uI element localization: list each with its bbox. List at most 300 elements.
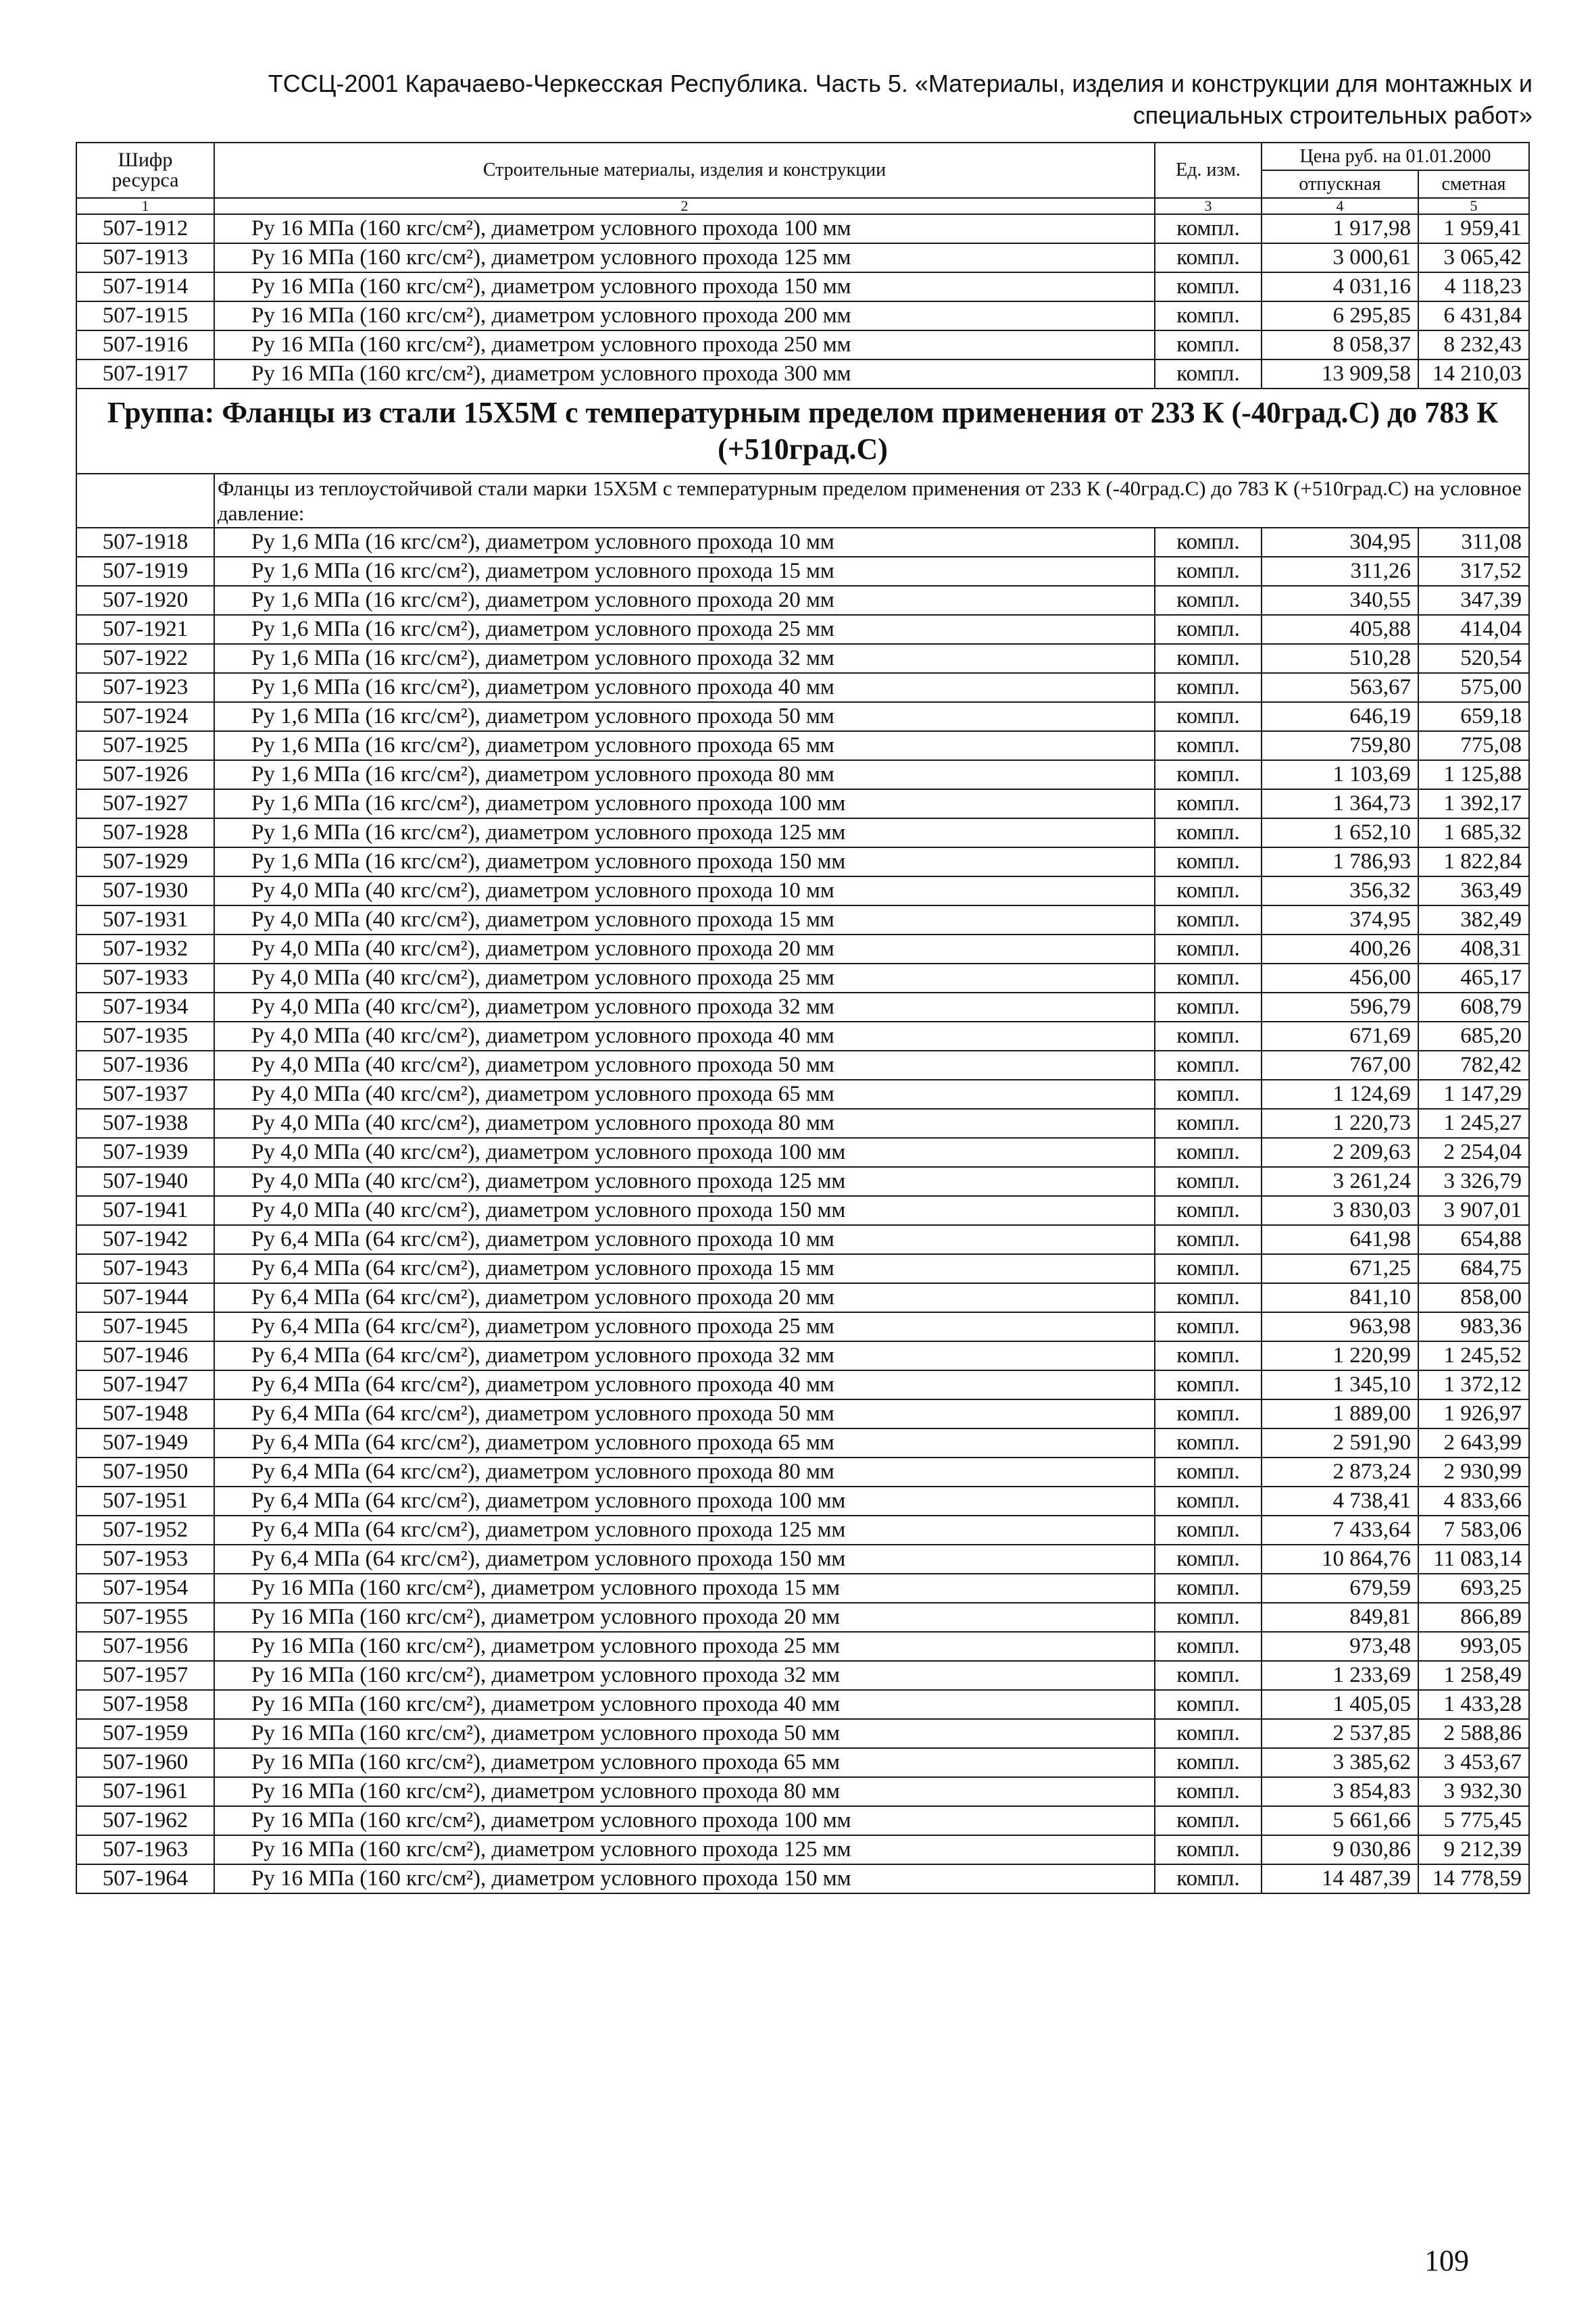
unit-of-measure: компл. <box>1155 1312 1262 1341</box>
col-number-4: 4 <box>1262 198 1418 214</box>
release-price: 973,48 <box>1262 1632 1418 1661</box>
release-price: 596,79 <box>1262 993 1418 1022</box>
estimate-price: 983,36 <box>1418 1312 1529 1341</box>
unit-of-measure: компл. <box>1155 760 1262 789</box>
release-price: 1 917,98 <box>1262 214 1418 243</box>
resource-code: 507-1920 <box>76 586 214 615</box>
unit-of-measure: компл. <box>1155 1632 1262 1661</box>
resource-code: 507-1914 <box>76 272 214 301</box>
material-description: Ру 4,0 МПа (40 кгс/см²), диаметром условного прохода 25 мм <box>214 964 1155 993</box>
material-description: Ру 1,6 МПа (16 кгс/см²), диаметром условного прохода 80 мм <box>214 760 1155 789</box>
group-note-empty-cell <box>76 474 214 528</box>
release-price: 6 295,85 <box>1262 301 1418 330</box>
material-description: Ру 1,6 МПа (16 кгс/см²), диаметром условного прохода 100 мм <box>214 789 1155 818</box>
release-price: 13 909,58 <box>1262 359 1418 389</box>
material-description: Ру 6,4 МПа (64 кгс/см²), диаметром условного прохода 80 мм <box>214 1458 1155 1487</box>
unit-of-measure: компл. <box>1155 847 1262 876</box>
material-description: Ру 6,4 МПа (64 кгс/см²), диаметром условного прохода 100 мм <box>214 1487 1155 1516</box>
resource-code: 507-1955 <box>76 1603 214 1632</box>
release-price: 767,00 <box>1262 1051 1418 1080</box>
release-price: 1 652,10 <box>1262 818 1418 847</box>
estimate-price: 654,88 <box>1418 1225 1529 1254</box>
unit-of-measure: компл. <box>1155 301 1262 330</box>
unit-of-measure: компл. <box>1155 243 1262 272</box>
release-price: 671,25 <box>1262 1254 1418 1283</box>
resource-code: 507-1918 <box>76 528 214 557</box>
release-price: 646,19 <box>1262 702 1418 731</box>
material-description: Ру 16 МПа (160 кгс/см²), диаметром условного прохода 65 мм <box>214 1748 1155 1777</box>
material-description: Ру 16 МПа (160 кгс/см²), диаметром условного прохода 150 мм <box>214 272 1155 301</box>
table-row <box>76 1080 1529 1109</box>
unit-of-measure: компл. <box>1155 1254 1262 1283</box>
resource-code: 507-1923 <box>76 673 214 702</box>
material-description: Ру 16 МПа (160 кгс/см²), диаметром условного прохода 20 мм <box>214 1603 1155 1632</box>
table-row <box>76 876 1529 905</box>
release-price: 9 030,86 <box>1262 1835 1418 1864</box>
table-row <box>76 905 1529 935</box>
table-row <box>76 615 1529 644</box>
unit-of-measure: компл. <box>1155 1690 1262 1719</box>
table-row <box>76 1312 1529 1341</box>
unit-of-measure: компл. <box>1155 1196 1262 1225</box>
release-price: 14 487,39 <box>1262 1864 1418 1893</box>
unit-of-measure: компл. <box>1155 1835 1262 1864</box>
material-description: Ру 6,4 МПа (64 кгс/см²), диаметром условного прохода 50 мм <box>214 1399 1155 1428</box>
table-row <box>76 1864 1529 1893</box>
resource-code: 507-1924 <box>76 702 214 731</box>
table-row <box>76 760 1529 789</box>
table-row <box>76 1138 1529 1167</box>
material-description: Ру 4,0 МПа (40 кгс/см²), диаметром условного прохода 20 мм <box>214 935 1155 964</box>
col-number-3: 3 <box>1155 198 1262 214</box>
col-number-1: 1 <box>76 198 214 214</box>
release-price: 4 738,41 <box>1262 1487 1418 1516</box>
table-body-top <box>76 214 1529 389</box>
estimate-price: 693,25 <box>1418 1574 1529 1603</box>
material-description: Ру 6,4 МПа (64 кгс/см²), диаметром условного прохода 125 мм <box>214 1516 1155 1545</box>
release-price: 4 031,16 <box>1262 272 1418 301</box>
resource-code: 507-1943 <box>76 1254 214 1283</box>
unit-of-measure: компл. <box>1155 359 1262 389</box>
release-price: 679,59 <box>1262 1574 1418 1603</box>
unit-of-measure: компл. <box>1155 1225 1262 1254</box>
estimate-price: 993,05 <box>1418 1632 1529 1661</box>
resource-code: 507-1963 <box>76 1835 214 1864</box>
table-row <box>76 1109 1529 1138</box>
release-price: 400,26 <box>1262 935 1418 964</box>
resource-code: 507-1941 <box>76 1196 214 1225</box>
release-price: 3 261,24 <box>1262 1167 1418 1196</box>
resource-code: 507-1949 <box>76 1428 214 1458</box>
release-price: 2 873,24 <box>1262 1458 1418 1487</box>
table-row <box>76 1516 1529 1545</box>
material-description: Ру 16 МПа (160 кгс/см²), диаметром условного прохода 300 мм <box>214 359 1155 389</box>
estimate-price: 1 147,29 <box>1418 1080 1529 1109</box>
unit-of-measure: компл. <box>1155 789 1262 818</box>
release-price: 963,98 <box>1262 1312 1418 1341</box>
resource-code: 507-1956 <box>76 1632 214 1661</box>
unit-of-measure: компл. <box>1155 214 1262 243</box>
table-row <box>76 1487 1529 1516</box>
estimate-price: 866,89 <box>1418 1603 1529 1632</box>
estimate-price: 575,00 <box>1418 673 1529 702</box>
estimate-price: 1 685,32 <box>1418 818 1529 847</box>
resource-code: 507-1960 <box>76 1748 214 1777</box>
resource-code: 507-1964 <box>76 1864 214 1893</box>
material-description: Ру 4,0 МПа (40 кгс/см²), диаметром условного прохода 32 мм <box>214 993 1155 1022</box>
material-description: Ру 4,0 МПа (40 кгс/см²), диаметром условного прохода 100 мм <box>214 1138 1155 1167</box>
material-description: Ру 1,6 МПа (16 кгс/см²), диаметром условного прохода 150 мм <box>214 847 1155 876</box>
unit-of-measure: компл. <box>1155 1458 1262 1487</box>
table-row <box>76 1225 1529 1254</box>
table-row <box>76 1806 1529 1835</box>
col-release-header: отпускная <box>1262 170 1418 198</box>
table-row <box>76 1545 1529 1574</box>
estimate-price: 2 643,99 <box>1418 1428 1529 1458</box>
group-note: Фланцы из теплоустойчивой стали марки 15Х5М с температурным пределом применения от 233 К (-40град.С) до 783 К (+510град.С) на условное давление: <box>214 474 1529 528</box>
table-row <box>76 359 1529 389</box>
estimate-price: 2 588,86 <box>1418 1719 1529 1748</box>
col-price-header: Цена руб. на 01.01.2000 <box>1262 143 1529 170</box>
unit-of-measure: компл. <box>1155 557 1262 586</box>
resource-code: 507-1912 <box>76 214 214 243</box>
resource-code: 507-1915 <box>76 301 214 330</box>
col-number-2: 2 <box>214 198 1155 214</box>
table-row <box>76 702 1529 731</box>
material-description: Ру 6,4 МПа (64 кгс/см²), диаметром условного прохода 15 мм <box>214 1254 1155 1283</box>
release-price: 1 103,69 <box>1262 760 1418 789</box>
unit-of-measure: компл. <box>1155 528 1262 557</box>
estimate-price: 9 212,39 <box>1418 1835 1529 1864</box>
material-description: Ру 1,6 МПа (16 кгс/см²), диаметром условного прохода 20 мм <box>214 586 1155 615</box>
material-description: Ру 4,0 МПа (40 кгс/см²), диаметром условного прохода 65 мм <box>214 1080 1155 1109</box>
header-line-1: ТССЦ-2001 Карачаево-Черкесская Республика. Часть 5. «Материалы, изделия и конструкции для монтажных и <box>268 70 1532 97</box>
release-price: 5 661,66 <box>1262 1806 1418 1835</box>
table-row <box>76 789 1529 818</box>
table-row <box>76 1370 1529 1399</box>
table-row <box>76 673 1529 702</box>
release-price: 356,32 <box>1262 876 1418 905</box>
table-row <box>76 935 1529 964</box>
estimate-price: 520,54 <box>1418 644 1529 673</box>
unit-of-measure: компл. <box>1155 1545 1262 1574</box>
table-row <box>76 330 1529 359</box>
estimate-price: 608,79 <box>1418 993 1529 1022</box>
resource-code: 507-1954 <box>76 1574 214 1603</box>
table-row <box>76 1458 1529 1487</box>
release-price: 1 786,93 <box>1262 847 1418 876</box>
material-description: Ру 16 МПа (160 кгс/см²), диаметром условного прохода 250 мм <box>214 330 1155 359</box>
unit-of-measure: компл. <box>1155 1051 1262 1080</box>
unit-of-measure: компл. <box>1155 1341 1262 1370</box>
material-description: Ру 1,6 МПа (16 кгс/см²), диаметром условного прохода 40 мм <box>214 673 1155 702</box>
col-desc-header: Строительные материалы, изделия и конструкции <box>214 143 1155 198</box>
estimate-price: 1 926,97 <box>1418 1399 1529 1428</box>
resource-code: 507-1950 <box>76 1458 214 1487</box>
release-price: 311,26 <box>1262 557 1418 586</box>
unit-of-measure: компл. <box>1155 586 1262 615</box>
release-price: 1 124,69 <box>1262 1080 1418 1109</box>
release-price: 1 345,10 <box>1262 1370 1418 1399</box>
estimate-price: 5 775,45 <box>1418 1806 1529 1835</box>
unit-of-measure: компл. <box>1155 272 1262 301</box>
group-note-row <box>76 474 1529 528</box>
resource-code: 507-1913 <box>76 243 214 272</box>
resource-code: 507-1945 <box>76 1312 214 1341</box>
estimate-price: 858,00 <box>1418 1283 1529 1312</box>
table-row <box>76 1196 1529 1225</box>
resource-code: 507-1932 <box>76 935 214 964</box>
resource-code: 507-1948 <box>76 1399 214 1428</box>
material-description: Ру 16 МПа (160 кгс/см²), диаметром условного прохода 80 мм <box>214 1777 1155 1806</box>
table-row <box>76 1051 1529 1080</box>
release-price: 3 000,61 <box>1262 243 1418 272</box>
estimate-price: 1 125,88 <box>1418 760 1529 789</box>
material-description: Ру 16 МПа (160 кгс/см²), диаметром условного прохода 125 мм <box>214 1835 1155 1864</box>
unit-of-measure: компл. <box>1155 644 1262 673</box>
resource-code: 507-1937 <box>76 1080 214 1109</box>
group-title: Группа: Фланцы из стали 15Х5М с температурным пределом применения от 233 К (-40град.С) до 783 К (+510град.С) <box>76 389 1529 474</box>
material-description: Ру 4,0 МПа (40 кгс/см²), диаметром условного прохода 10 мм <box>214 876 1155 905</box>
table-row <box>76 1167 1529 1196</box>
estimate-price: 14 778,59 <box>1418 1864 1529 1893</box>
unit-of-measure: компл. <box>1155 702 1262 731</box>
unit-of-measure: компл. <box>1155 330 1262 359</box>
release-price: 1 220,73 <box>1262 1109 1418 1138</box>
unit-of-measure: компл. <box>1155 1080 1262 1109</box>
release-price: 374,95 <box>1262 905 1418 935</box>
unit-of-measure: компл. <box>1155 818 1262 847</box>
release-price: 456,00 <box>1262 964 1418 993</box>
estimate-price: 1 245,27 <box>1418 1109 1529 1138</box>
resource-code: 507-1952 <box>76 1516 214 1545</box>
material-description: Ру 16 МПа (160 кгс/см²), диаметром условного прохода 32 мм <box>214 1661 1155 1690</box>
estimate-price: 3 907,01 <box>1418 1196 1529 1225</box>
resource-code: 507-1926 <box>76 760 214 789</box>
release-price: 2 209,63 <box>1262 1138 1418 1167</box>
release-price: 1 889,00 <box>1262 1399 1418 1428</box>
resource-code: 507-1944 <box>76 1283 214 1312</box>
table-row <box>76 557 1529 586</box>
release-price: 2 591,90 <box>1262 1428 1418 1458</box>
table-row <box>76 1574 1529 1603</box>
unit-of-measure: компл. <box>1155 876 1262 905</box>
estimate-price: 8 232,43 <box>1418 330 1529 359</box>
resource-code: 507-1953 <box>76 1545 214 1574</box>
estimate-price: 1 258,49 <box>1418 1661 1529 1690</box>
release-price: 671,69 <box>1262 1022 1418 1051</box>
estimate-price: 2 930,99 <box>1418 1458 1529 1487</box>
release-price: 1 220,99 <box>1262 1341 1418 1370</box>
table-row <box>76 528 1529 557</box>
resource-code: 507-1957 <box>76 1661 214 1690</box>
table-row <box>76 1835 1529 1864</box>
resource-code: 507-1929 <box>76 847 214 876</box>
table-row <box>76 1254 1529 1283</box>
table-row <box>76 586 1529 615</box>
unit-of-measure: компл. <box>1155 1603 1262 1632</box>
col-number-5: 5 <box>1418 198 1529 214</box>
release-price: 563,67 <box>1262 673 1418 702</box>
release-price: 3 830,03 <box>1262 1196 1418 1225</box>
resource-code: 507-1922 <box>76 644 214 673</box>
table-row <box>76 1603 1529 1632</box>
resource-code: 507-1916 <box>76 330 214 359</box>
unit-of-measure: компл. <box>1155 1167 1262 1196</box>
resource-code: 507-1947 <box>76 1370 214 1399</box>
unit-of-measure: компл. <box>1155 615 1262 644</box>
resource-code: 507-1940 <box>76 1167 214 1196</box>
unit-of-measure: компл. <box>1155 1661 1262 1690</box>
table-row <box>76 847 1529 876</box>
estimate-price: 408,31 <box>1418 935 1529 964</box>
estimate-price: 1 433,28 <box>1418 1690 1529 1719</box>
release-price: 2 537,85 <box>1262 1719 1418 1748</box>
table-row <box>76 731 1529 760</box>
material-description: Ру 6,4 МПа (64 кгс/см²), диаметром условного прохода 32 мм <box>214 1341 1155 1370</box>
table-row <box>76 243 1529 272</box>
col-code-header: Шифр ресурса <box>76 143 214 198</box>
unit-of-measure: компл. <box>1155 964 1262 993</box>
estimate-price: 347,39 <box>1418 586 1529 615</box>
estimate-price: 7 583,06 <box>1418 1516 1529 1545</box>
unit-of-measure: компл. <box>1155 1719 1262 1748</box>
material-description: Ру 4,0 МПа (40 кгс/см²), диаметром условного прохода 150 мм <box>214 1196 1155 1225</box>
material-description: Ру 16 МПа (160 кгс/см²), диаметром условного прохода 200 мм <box>214 301 1155 330</box>
resource-code: 507-1959 <box>76 1719 214 1748</box>
resource-code: 507-1946 <box>76 1341 214 1370</box>
material-description: Ру 6,4 МПа (64 кгс/см²), диаметром условного прохода 65 мм <box>214 1428 1155 1458</box>
resource-code: 507-1962 <box>76 1806 214 1835</box>
material-description: Ру 1,6 МПа (16 кгс/см²), диаметром условного прохода 15 мм <box>214 557 1155 586</box>
material-description: Ру 1,6 МПа (16 кгс/см²), диаметром условного прохода 25 мм <box>214 615 1155 644</box>
resource-code: 507-1928 <box>76 818 214 847</box>
release-price: 510,28 <box>1262 644 1418 673</box>
group-section <box>76 389 1529 528</box>
release-price: 405,88 <box>1262 615 1418 644</box>
unit-of-measure: компл. <box>1155 1022 1262 1051</box>
release-price: 8 058,37 <box>1262 330 1418 359</box>
table-row <box>76 1428 1529 1458</box>
release-price: 1 405,05 <box>1262 1690 1418 1719</box>
table-row <box>76 1341 1529 1370</box>
unit-of-measure: компл. <box>1155 993 1262 1022</box>
unit-of-measure: компл. <box>1155 1283 1262 1312</box>
release-price: 841,10 <box>1262 1283 1418 1312</box>
resource-code: 507-1927 <box>76 789 214 818</box>
estimate-price: 6 431,84 <box>1418 301 1529 330</box>
table-row <box>76 1661 1529 1690</box>
page-header <box>80 68 1532 131</box>
unit-of-measure: компл. <box>1155 1370 1262 1399</box>
unit-of-measure: компл. <box>1155 905 1262 935</box>
material-description: Ру 6,4 МПа (64 кгс/см²), диаметром условного прохода 40 мм <box>214 1370 1155 1399</box>
material-description: Ру 16 МПа (160 кгс/см²), диаметром условного прохода 100 мм <box>214 214 1155 243</box>
material-description: Ру 16 МПа (160 кгс/см²), диаметром условного прохода 15 мм <box>214 1574 1155 1603</box>
estimate-price: 1 392,17 <box>1418 789 1529 818</box>
col-estimate-header: сметная <box>1418 170 1529 198</box>
table-row <box>76 1022 1529 1051</box>
table-row <box>76 964 1529 993</box>
unit-of-measure: компл. <box>1155 673 1262 702</box>
header-line-2: специальных строительных работ» <box>1132 101 1532 129</box>
unit-of-measure: компл. <box>1155 1428 1262 1458</box>
unit-of-measure: компл. <box>1155 1777 1262 1806</box>
resource-code: 507-1933 <box>76 964 214 993</box>
estimate-price: 1 822,84 <box>1418 847 1529 876</box>
table-row <box>76 301 1529 330</box>
material-description: Ру 1,6 МПа (16 кгс/см²), диаметром условного прохода 32 мм <box>214 644 1155 673</box>
page-number: 109 <box>1424 2244 1469 2277</box>
estimate-price: 3 326,79 <box>1418 1167 1529 1196</box>
resource-code: 507-1939 <box>76 1138 214 1167</box>
unit-of-measure: компл. <box>1155 1574 1262 1603</box>
table-row <box>76 1690 1529 1719</box>
col-unit-header: Ед. изм. <box>1155 143 1262 198</box>
resource-code: 507-1961 <box>76 1777 214 1806</box>
material-description: Ру 16 МПа (160 кгс/см²), диаметром условного прохода 100 мм <box>214 1806 1155 1835</box>
column-number-row <box>76 198 1529 214</box>
table-row <box>76 644 1529 673</box>
unit-of-measure: компл. <box>1155 1399 1262 1428</box>
header-row <box>76 143 1529 170</box>
unit-of-measure: компл. <box>1155 1109 1262 1138</box>
material-description: Ру 6,4 МПа (64 кгс/см²), диаметром условного прохода 25 мм <box>214 1312 1155 1341</box>
material-description: Ру 16 МПа (160 кгс/см²), диаметром условного прохода 125 мм <box>214 243 1155 272</box>
resource-code: 507-1925 <box>76 731 214 760</box>
unit-of-measure: компл. <box>1155 1806 1262 1835</box>
table-row <box>76 1399 1529 1428</box>
estimate-price: 3 065,42 <box>1418 243 1529 272</box>
estimate-price: 684,75 <box>1418 1254 1529 1283</box>
material-description: Ру 1,6 МПа (16 кгс/см²), диаметром условного прохода 10 мм <box>214 528 1155 557</box>
resource-code: 507-1938 <box>76 1109 214 1138</box>
estimate-price: 782,42 <box>1418 1051 1529 1080</box>
table-row <box>76 272 1529 301</box>
material-description: Ру 16 МПа (160 кгс/см²), диаметром условного прохода 50 мм <box>214 1719 1155 1748</box>
price-table-wrapper <box>76 142 1528 1894</box>
estimate-price: 2 254,04 <box>1418 1138 1529 1167</box>
unit-of-measure: компл. <box>1155 731 1262 760</box>
table-body-main <box>76 528 1529 1893</box>
resource-code: 507-1958 <box>76 1690 214 1719</box>
estimate-price: 775,08 <box>1418 731 1529 760</box>
release-price: 641,98 <box>1262 1225 1418 1254</box>
estimate-price: 4 118,23 <box>1418 272 1529 301</box>
unit-of-measure: компл. <box>1155 1748 1262 1777</box>
release-price: 849,81 <box>1262 1603 1418 1632</box>
release-price: 10 864,76 <box>1262 1545 1418 1574</box>
material-description: Ру 4,0 МПа (40 кгс/см²), диаметром условного прохода 80 мм <box>214 1109 1155 1138</box>
table-row <box>76 1719 1529 1748</box>
estimate-price: 465,17 <box>1418 964 1529 993</box>
release-price: 340,55 <box>1262 586 1418 615</box>
material-description: Ру 16 МПа (160 кгс/см²), диаметром условного прохода 40 мм <box>214 1690 1155 1719</box>
release-price: 3 385,62 <box>1262 1748 1418 1777</box>
unit-of-measure: компл. <box>1155 1487 1262 1516</box>
estimate-price: 1 372,12 <box>1418 1370 1529 1399</box>
resource-code: 507-1935 <box>76 1022 214 1051</box>
material-description: Ру 1,6 МПа (16 кгс/см²), диаметром условного прохода 125 мм <box>214 818 1155 847</box>
resource-code: 507-1917 <box>76 359 214 389</box>
resource-code: 507-1951 <box>76 1487 214 1516</box>
estimate-price: 3 932,30 <box>1418 1777 1529 1806</box>
estimate-price: 659,18 <box>1418 702 1529 731</box>
estimate-price: 14 210,03 <box>1418 359 1529 389</box>
material-description: Ру 16 МПа (160 кгс/см²), диаметром условного прохода 150 мм <box>214 1864 1155 1893</box>
resource-code: 507-1921 <box>76 615 214 644</box>
material-description: Ру 6,4 МПа (64 кгс/см²), диаметром условного прохода 10 мм <box>214 1225 1155 1254</box>
